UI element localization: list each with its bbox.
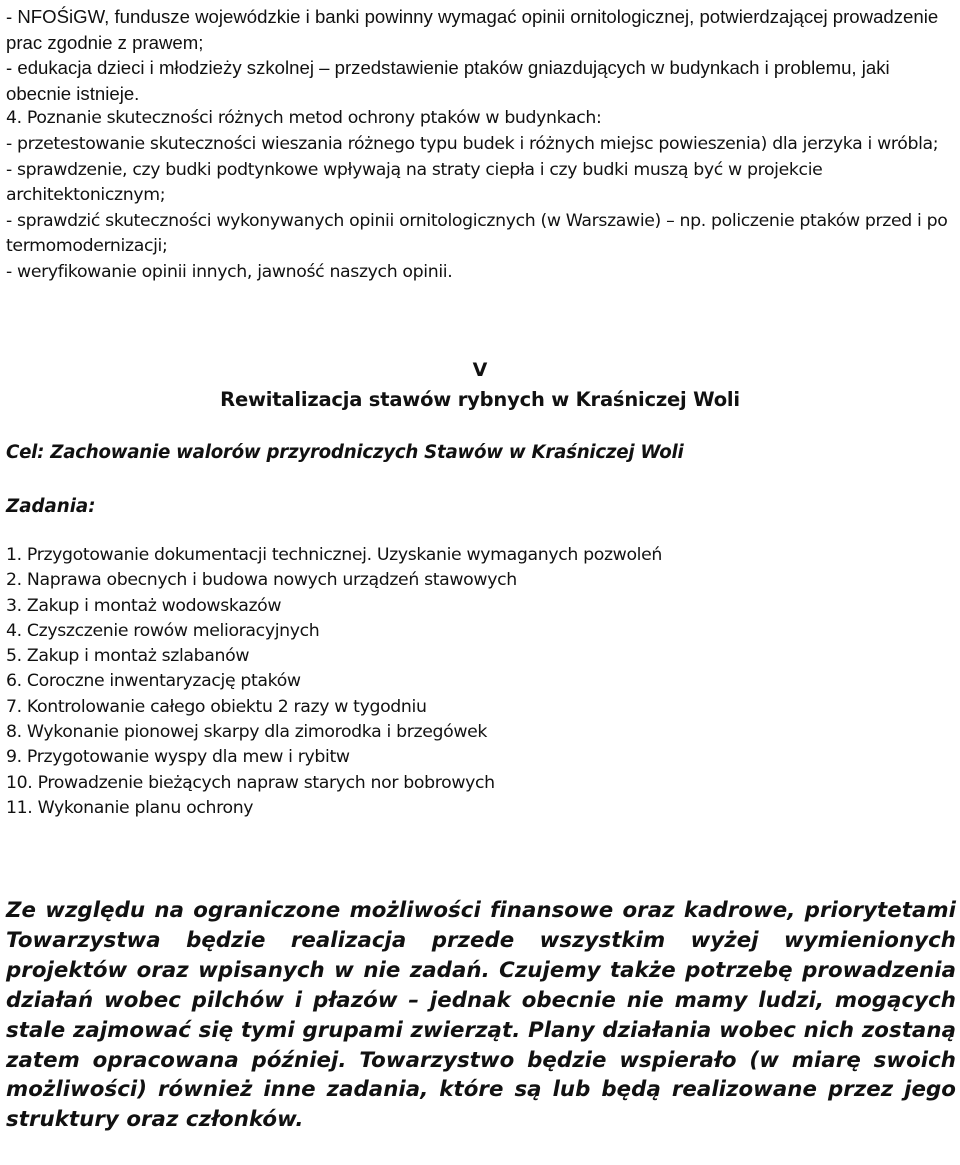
task-item: 5. Zakup i montaż szlabanów <box>6 646 250 667</box>
intro-line-education: - edukacja dzieci i młodzieży szkolnej – przedstawienie ptaków gniazdujących w budynkach i problemu, jaki obecnie istnieje. <box>6 57 890 104</box>
section-title: Rewitalizacja stawów rybnych w Kraśniczej Woli <box>220 388 740 411</box>
task-item: 2. Naprawa obecnych i budowa nowych urządzeń stawowych <box>6 570 517 591</box>
section-numeral: V <box>472 359 488 381</box>
task-item: 11. Wykonanie planu ochrony <box>6 797 254 818</box>
task-item: 6. Coroczne inwentaryzację ptaków <box>6 671 301 692</box>
point-4-bullet: - weryfikowanie opinii innych, jawność naszych opinii. <box>6 261 453 282</box>
task-item: 1. Przygotowanie dokumentacji technicznej. Uzyskanie wymaganych pozwoleń <box>6 545 663 565</box>
section-goal: Cel: Zachowanie walorów przyrodniczych Stawów w Kraśniczej Woli <box>6 442 684 463</box>
point-4-bullet: - sprawdzić skuteczności wykonywanych opinii ornitologicznych (w Warszawie) – np. policzenie ptaków przed i po termomodernizacji; <box>6 210 948 257</box>
task-item: 7. Kontrolowanie całego obiektu 2 razy w tygodniu <box>6 696 427 717</box>
task-item: 8. Wykonanie pionowej skarpy dla zimorodka i brzegówek <box>6 722 488 743</box>
intro-section <box>6 4 954 286</box>
tasks-heading: Zadania: <box>6 496 96 517</box>
point-4-bullet: - sprawdzenie, czy budki podtynkowe wpływają na straty ciepła i czy budki muszą być w projekcie architektonicznym; <box>6 159 823 206</box>
intro-line-funding: - NFOŚiGW, fundusze wojewódzkie i banki powinny wymagać opinii ornitologicznej, potwierdzającej prowadzenie prac zgodnie z prawem; <box>6 6 939 53</box>
task-item: 9. Przygotowanie wyspy dla mew i rybitw <box>6 747 350 768</box>
point-4-bullet: - przetestowanie skuteczności wieszania różnego typu budek i różnych miejsc powieszenia) dla jerzyka i wróbla; <box>6 133 939 154</box>
task-item: 3. Zakup i montaż wodowskazów <box>6 595 282 616</box>
task-item: 4. Czyszczenie rowów melioracyjnych <box>6 620 320 641</box>
task-list <box>6 543 662 821</box>
point-4-heading: 4. Poznanie skuteczności różnych metod ochrony ptaków w budynkach: <box>6 108 602 129</box>
task-item: 10. Prowadzenie bieżących napraw starych nor bobrowych <box>6 772 495 793</box>
closing-paragraph: Ze względu na ograniczone możliwości finansowe oraz kadrowe, priorytetami Towarzystwa będzie realizacja przede wszystkim wyżej wymienionych projektów oraz wpisanych w nie zadań. Czujemy także potrzebę prowadzenia działań wobec pilchów i płazów – jednak obecnie nie mamy ludzi, mogących stale zajmować się tymi grupami zwierząt. Plany działania wobec nich zostaną zatem opracowana później. Towarzystwo będzie wspierało (w miarę swoich możliwości) również inne zadania, które są lub będą realizowane przez jego struktury oraz członków. <box>6 898 956 1133</box>
